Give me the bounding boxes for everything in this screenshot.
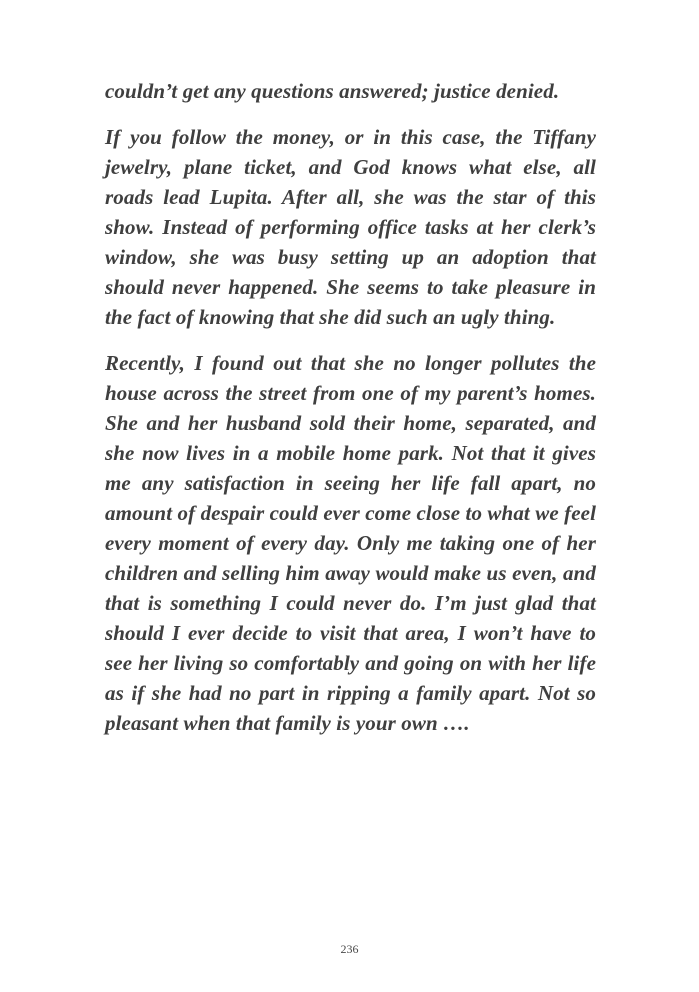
paragraph-3: Recently, I found out that she no longer pollutes the house across the street from one of my parent’s homes. She and her husband sold their home, separated, and she now lives in a mobile home park. Not that it gives me any satisfaction in seeing her life fall apart, no amount of despair could ever come close to what we feel every moment of every day. Only me taking one of her children and selling him away would make us even, and that is something I could never do. I’m just glad that should I ever decide to visit that area, I won’t have to see her living so comfortably and going on with her life as if she had no part in ripping a family apart. Not so pleasant when that family is your own …. (105, 351, 596, 735)
paragraph-1: couldn’t get any questions answered; justice denied. (105, 79, 560, 103)
paragraph-2: If you follow the money, or in this case, the Tiffany jewelry, plane ticket, and God knows what else, all roads lead Lupita. After all, she was the star of this show. Instead of performing office tasks at her clerk’s window, she was busy setting up an adoption that should never happened. She seems to take pleasure in the fact of knowing that she did such an ugly thing. (105, 125, 596, 329)
body-text (105, 76, 596, 754)
page-number: 236 (340, 942, 359, 956)
